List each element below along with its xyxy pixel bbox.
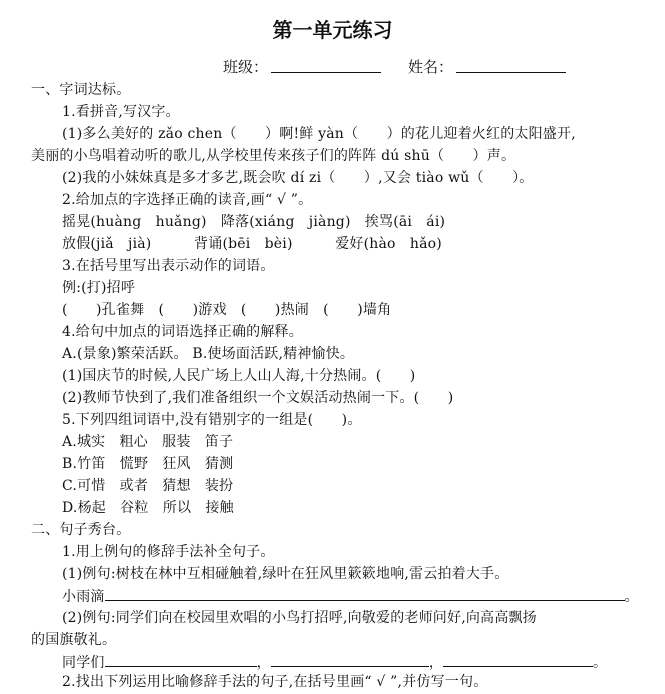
answer-line-1 xyxy=(62,586,639,607)
question-1-4-options: A.(景象)繁荣活跃。 B.使场面活跃,精神愉快。 xyxy=(62,346,355,362)
pinyin-row-2: 放假(jiǎ jià) 背诵(bēi bèi) 爱好(hào hǎo) xyxy=(62,236,442,252)
question-1-3: 3.在括号里写出表示动作的词语。 xyxy=(62,258,275,274)
question-1-4-item1: (1)国庆节的时候,人民广场上人山人海,十分热闹。( ) xyxy=(62,368,416,384)
name-label: 姓名： xyxy=(408,58,454,76)
answer-prefix-1: 小雨滴 xyxy=(62,589,105,605)
question-2-2: 2.找出下列运用比喻修辞手法的句子,在括号里画“ √ ”,并仿写一句。 xyxy=(62,674,488,690)
period-1: 。 xyxy=(624,589,639,605)
question-1-1-part1-cont: 美丽的小鸟唱着动听的歌儿,从学校里传来孩子们的阵阵 dú shū（ ）声。 xyxy=(31,148,516,164)
question-1-4-item2: (2)教师节快到了,我们准备组织一个文娱活动热闹一下。( ) xyxy=(62,390,454,406)
page-title: 第一单元练习 xyxy=(272,18,393,42)
question-1-1: 1.看拼音,写汉字。 xyxy=(62,104,180,120)
answer-blank-2a[interactable] xyxy=(105,652,257,667)
answer-blank-1[interactable] xyxy=(105,586,625,601)
question-2-1: 1.用上例句的修辞手法补全句子。 xyxy=(62,544,275,560)
question-2-1-example2: (2)例句:同学们向在校园里欢唱的小鸟打招呼,向敬爱的老师问好,向高高飘扬 xyxy=(62,610,537,626)
option-c: C.可惜 或者 猜想 装扮 xyxy=(62,478,234,494)
answer-blank-2b[interactable] xyxy=(271,652,429,667)
pinyin-row-1: 摇晃(huàng huǎng) 降落(xiáng jiàng) 挨骂(āi ái) xyxy=(62,214,446,230)
answer-prefix-2: 同学们 xyxy=(62,655,105,671)
question-1-1-part1: (1)多么美好的 zǎo chen（ ）啊!鲜 yàn（ ）的花儿迎着火红的太阳盛开, xyxy=(62,126,576,142)
question-2-1-example2-cont: 的国旗敬礼。 xyxy=(31,632,117,648)
answer-blank-2c[interactable] xyxy=(443,652,593,667)
question-1-3-example: 例:(打)招呼 xyxy=(62,280,136,296)
comma-1: ， xyxy=(256,655,271,671)
class-blank[interactable] xyxy=(271,56,381,73)
comma-2: ， xyxy=(428,655,444,671)
question-2-1-example1: (1)例句:树枝在林中互相碰触着,绿叶在狂风里簌簌地响,雷云拍着大手。 xyxy=(62,566,509,582)
section-1-heading: 一、字词达标。 xyxy=(31,82,131,98)
name-blank[interactable] xyxy=(456,56,566,73)
section-2-heading: 二、句子秀台。 xyxy=(31,522,131,538)
class-label: 班级： xyxy=(223,58,269,76)
period-2: 。 xyxy=(593,655,608,671)
student-info-row xyxy=(0,56,665,78)
answer-line-2 xyxy=(62,652,607,673)
question-1-5: 5.下列四组词语中,没有错别字的一组是( )。 xyxy=(62,412,362,428)
option-a: A.城实 粗心 服装 笛子 xyxy=(62,434,234,450)
question-1-1-part2: (2)我的小妹妹真是多才多艺,既会吹 dí zi（ ）,又会 tiào wǔ（ ）。 xyxy=(62,170,534,186)
option-b: B.竹笛 慌野 狂风 猜测 xyxy=(62,456,234,472)
question-1-4: 4.给句中加点的词语选择正确的解释。 xyxy=(62,324,303,340)
question-1-2: 2.给加点的字选择正确的读音,画“ √ ”。 xyxy=(62,192,313,208)
option-d: D.杨起 谷粒 所以 接触 xyxy=(62,500,234,516)
question-1-3-blanks: ( )孔雀舞 ( )游戏 ( )热闹 ( )墙角 xyxy=(62,302,392,318)
